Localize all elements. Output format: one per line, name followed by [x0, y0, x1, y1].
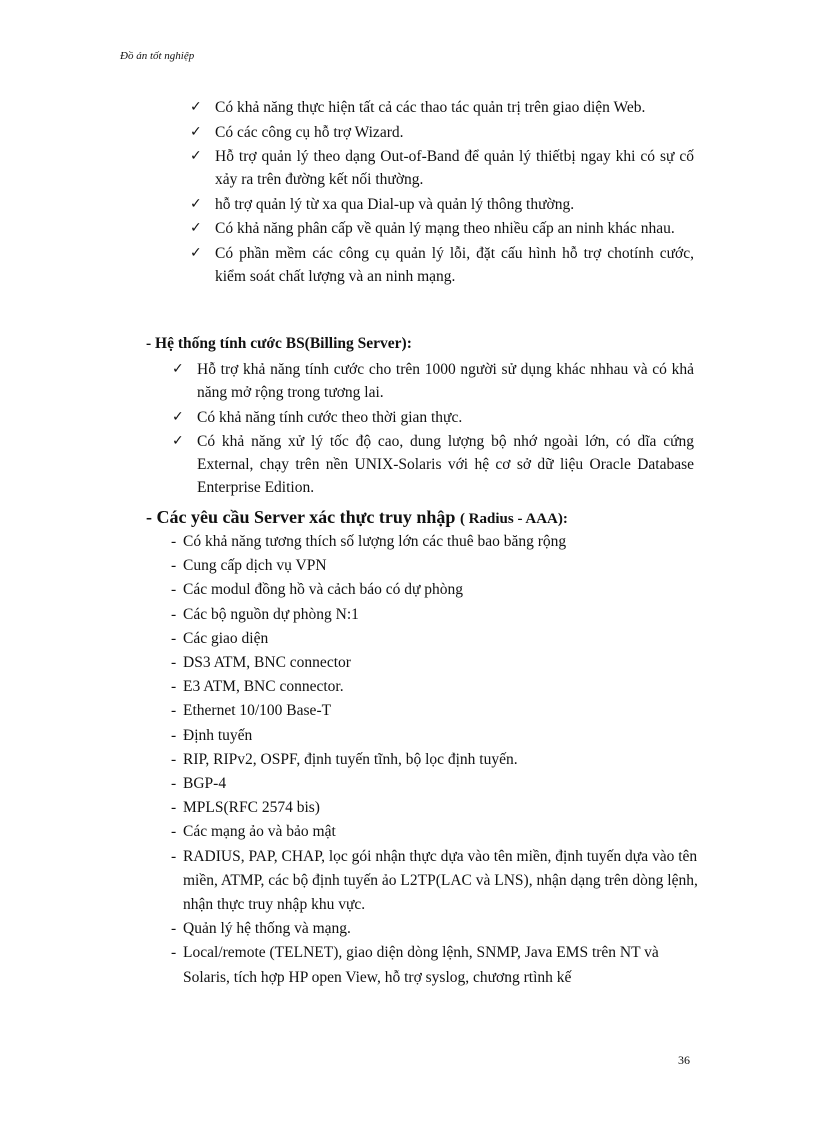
list-item-text: Cung cấp dịch vụ VPN [183, 557, 327, 575]
list-item [170, 358, 694, 404]
list-item-text: Có khả năng xử lý tốc độ cao, dung lượng bộ nhớ ngoài lớn, có dĩa cứng External, chạy trên nền UNIX-Solaris với hệ cơ sở dữ liệu Oracle Database Enterprise Edition. [197, 433, 694, 496]
list-item [170, 406, 694, 429]
dash-bullet: - [171, 920, 177, 938]
list-item-text: Có khả năng thực hiện tất cả các thao tác quản trị trên giao diện Web. [215, 99, 646, 116]
list-item-text: Ethernet 10/100 Base-T [183, 702, 332, 720]
list-item [171, 941, 701, 989]
list-item [170, 430, 694, 499]
list-item-text: Các modul đồng hồ và cảch báo có dự phòng [183, 581, 464, 599]
dash-bullet: - [171, 750, 177, 768]
list-item-text: Định tuyến [183, 726, 253, 744]
dash-bullet: - [171, 654, 177, 672]
list-item [171, 627, 701, 651]
list-item-text: Có khả năng tương thích số lượng lớn các thuê bao băng rộng [183, 533, 567, 550]
list-item [171, 530, 701, 554]
list-item-text: Có phần mềm các công cụ quản lý lỗi, đặt cấu hình hỗ trợ chotính cước, kiểm soát chất lượng và an ninh mạng. [215, 244, 694, 285]
checkmark-icon: ✓ [172, 433, 184, 449]
list-item-text: Các bộ nguồn dự phòng N:1 [183, 605, 359, 623]
checkmark-icon: ✓ [190, 99, 202, 115]
page-header: Đồ án tốt nghiệp [120, 50, 195, 62]
list-item [171, 578, 701, 602]
dash-bullet: - [171, 944, 177, 962]
list-item-text: Các giao diện [183, 629, 269, 647]
list-item [188, 145, 694, 191]
checkmark-icon: ✓ [172, 361, 184, 377]
dash-bullet: - [171, 702, 177, 720]
section-heading-billing: - Hệ thống tính cước BS(Billing Server): [146, 335, 412, 352]
checkmark-icon: ✓ [190, 148, 202, 164]
list-item [171, 651, 701, 675]
list-item [188, 121, 694, 144]
list-item [171, 917, 701, 941]
checkmark-icon: ✓ [190, 123, 202, 140]
page-number: 36 [678, 1053, 690, 1067]
feature-list-billing [170, 358, 694, 501]
list-item [171, 699, 701, 723]
list-item-text: Local/remote (TELNET), giao diện dòng lệnh, SNMP, Java EMS trên NT và Solaris, tích hợp HP open View, hỗ trợ syslog, chương rtình kế [183, 944, 659, 986]
list-item [171, 675, 701, 699]
dash-bullet: - [171, 847, 177, 865]
dash-bullet: - [171, 678, 177, 696]
section-heading-radius-text: - Các yêu cầu Server xác thực truy nhập [146, 507, 456, 527]
dash-bullet: - [171, 533, 177, 550]
checkmark-icon: ✓ [190, 244, 202, 261]
list-item-text: Có khả năng tính cước theo thời gian thực. [197, 408, 463, 426]
list-item-text: RIP, RIPv2, OSPF, định tuyến tĩnh, bộ lọc định tuyến. [183, 750, 518, 768]
dash-bullet: - [171, 557, 177, 575]
list-item [171, 820, 701, 844]
list-item [171, 748, 701, 772]
list-item-text: Hỗ trợ quản lý theo dạng Out-of-Band để quản lý thiếtbị ngay khi có sự cố xảy ra trên đường kết nối thường. [215, 148, 694, 188]
list-item [171, 796, 701, 820]
checkmark-icon: ✓ [172, 408, 184, 425]
feature-list-management [188, 96, 694, 289]
requirements-list-radius [171, 530, 701, 990]
section-heading-radius-suffix: ( Radius - AAA): [459, 511, 568, 527]
list-item [188, 96, 694, 119]
dash-bullet: - [171, 823, 177, 841]
list-item [188, 193, 694, 216]
dash-bullet: - [171, 775, 177, 793]
list-item-text: Các mạng ảo và bảo mật [183, 823, 336, 841]
list-item-text: Quản lý hệ thống và mạng. [183, 920, 351, 938]
list-item-text: MPLS(RFC 2574 bis) [183, 799, 320, 817]
list-item-text: hỗ trợ quản lý từ xa qua Dial-up và quản lý thông thường. [215, 195, 575, 213]
list-item-text: RADIUS, PAP, CHAP, lọc gói nhận thực dựa vào tên miền, định tuyến dựa vào tên miền, ATMP, các bộ định tuyến ảo L2TP(LAC và LNS), nhận dạng trên dòng lệnh, nhận thực truy nhập khu vực. [183, 847, 698, 914]
dash-bullet: - [171, 726, 177, 744]
section-heading-radius [146, 507, 568, 528]
list-item-text: BGP-4 [183, 775, 227, 793]
list-item [171, 603, 701, 627]
checkmark-icon: ✓ [190, 195, 202, 212]
list-item [171, 845, 701, 918]
dash-bullet: - [171, 629, 177, 647]
list-item-text: Hỗ trợ khả năng tính cước cho trên 1000 người sử dụng khác nhhau và có khả năng mở rộng trong tương lai. [197, 361, 694, 401]
dash-bullet: - [171, 605, 177, 623]
list-item [188, 242, 694, 288]
dash-bullet: - [171, 799, 177, 817]
list-item [171, 772, 701, 796]
list-item-text: Có các công cụ hỗ trợ Wizard. [215, 123, 404, 141]
checkmark-icon: ✓ [190, 220, 202, 236]
list-item [188, 217, 694, 240]
list-item-text: Có khả năng phân cấp về quản lý mạng theo nhiều cấp an ninh khác nhau. [215, 220, 675, 237]
list-item-text: E3 ATM, BNC connector. [183, 678, 344, 696]
dash-bullet: - [171, 581, 177, 599]
list-item [171, 554, 701, 578]
list-item [171, 724, 701, 748]
list-item-text: DS3 ATM, BNC connector [183, 654, 351, 672]
